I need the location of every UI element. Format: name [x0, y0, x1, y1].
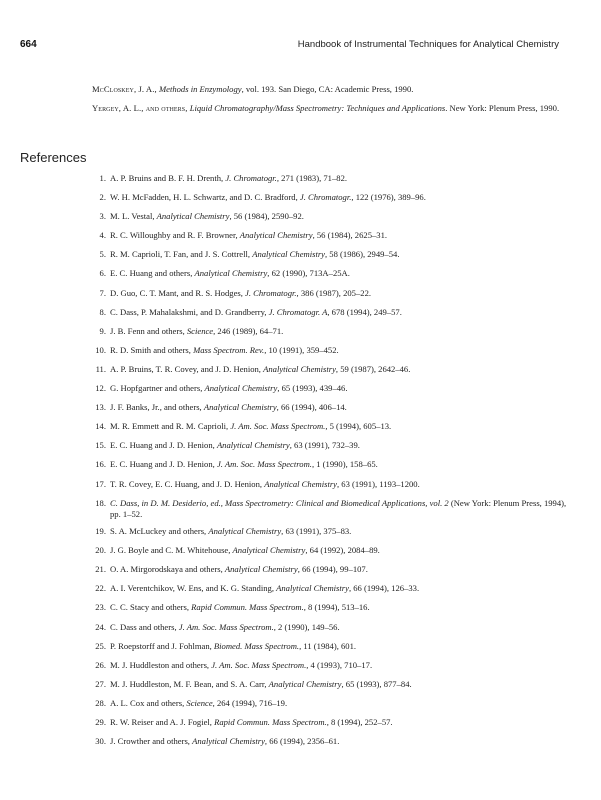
reference-authors: A. P. Bruins and B. F. H. Drenth,: [110, 173, 226, 183]
reference-details: , 264 (1994), 716–19.: [212, 697, 288, 708]
reference-details: , 678 (1994), 249–57.: [327, 306, 402, 317]
reference-authors: C. Dass and others,: [110, 621, 179, 632]
reference-journal: Analytical Chemistry: [216, 440, 290, 451]
reference-journal: Analytical Chemistry: [156, 211, 230, 222]
reference-item: [92, 641, 572, 652]
reference-item: [92, 564, 572, 575]
reference-text: [110, 498, 572, 520]
reference-text: [110, 421, 572, 432]
reference-journal: Analytical Chemistry: [204, 383, 278, 394]
reference-journal: Mass Spectrom. Rev.: [193, 344, 265, 355]
reference-details: , 1 (1990), 158–65.: [311, 459, 378, 470]
reference-journal: Biomed. Mass Spectrom.: [213, 640, 300, 651]
reference-item: [92, 736, 572, 747]
reference-details: , 59 (1987), 2642–46.: [335, 363, 411, 374]
reference-text: [110, 345, 572, 356]
reference-list: [92, 173, 572, 755]
reference-item: [92, 545, 572, 556]
reference-text: [110, 679, 572, 690]
reference-item: [92, 479, 572, 490]
reference-item: [92, 326, 572, 337]
reference-item: [92, 498, 572, 520]
reference-text: [110, 173, 572, 184]
reference-text: [110, 383, 572, 394]
reference-number: 4 .: [92, 230, 106, 241]
reference-details: , 65 (1993), 877–84.: [341, 678, 412, 689]
reference-journal: J. Am. Soc. Mass Spectrom.: [216, 459, 312, 470]
reference-journal: Rapid Commun. Mass Spectrom.: [214, 717, 327, 728]
reference-journal: Rapid Commun. Mass Spectrom.: [191, 602, 304, 613]
reference-journal: J. Am. Soc. Mass Spectrom.: [230, 421, 326, 432]
reference-journal: J. Chromatogr.: [225, 173, 277, 183]
reference-number: 10 .: [92, 345, 106, 356]
reference-journal: Science: [186, 325, 214, 336]
reference-details: , 8 (1994), 252–57.: [326, 717, 393, 728]
bib-details: . New York: Plenum Press, 1990.: [445, 103, 560, 113]
reference-authors: E. C. Huang and J. D. Henion,: [110, 440, 217, 451]
reference-authors: T. R. Covey, E. C. Huang, and J. D. Henion,: [110, 478, 265, 489]
reference-details: , 62 (1990), 713A–25A.: [267, 268, 350, 279]
reference-journal: Analytical Chemistry: [232, 545, 306, 556]
reference-number: 3 .: [92, 211, 106, 222]
reference-authors: E. C. Huang and J. D. Henion,: [110, 459, 217, 470]
reference-number: 12 .: [92, 383, 106, 394]
reference-item: [92, 345, 572, 356]
reference-text: [110, 698, 572, 709]
reference-text: [110, 526, 572, 537]
reference-text: [110, 459, 572, 470]
reference-details: , 64 (1992), 2084–89.: [305, 545, 380, 556]
reference-details: , 56 (1984), 2625–31.: [312, 230, 388, 241]
reference-number: 20 .: [92, 545, 106, 556]
reference-number: 13 .: [92, 402, 106, 413]
reference-details: , 122 (1976), 389–96.: [351, 192, 426, 203]
reference-journal: Analytical Chemistry: [194, 268, 268, 279]
reference-number: 15 .: [92, 440, 106, 451]
reference-authors: M. J. Huddleston, M. F. Bean, and S. A. Carr,: [110, 678, 269, 689]
reference-details: , 4 (1993), 710–17.: [306, 659, 373, 670]
reference-authors: S. A. McLuckey and others,: [110, 526, 209, 537]
reference-item: [92, 211, 572, 222]
reference-item: [92, 717, 572, 728]
bib-details: , vol. 193. San Diego, CA: Academic Press, 1990.: [241, 84, 414, 94]
reference-text: [110, 364, 572, 375]
reference-authors: A. L. Cox and others,: [110, 697, 187, 708]
reference-text: [110, 660, 572, 671]
reference-authors: C. Dass, P. Mahalakshmi, and D. Grandberry,: [110, 306, 269, 317]
bib-title: Methods in Enzymology: [158, 84, 242, 94]
reference-journal: Analytical Chemistry: [239, 230, 313, 241]
reference-number: 1 .: [92, 173, 106, 184]
reference-text: [110, 602, 572, 613]
reference-journal: Analytical Chemistry: [192, 736, 265, 747]
reference-details: , 65 (1993), 439–46.: [277, 383, 348, 394]
reference-authors: M. L. Vestal,: [110, 211, 157, 222]
reference-journal: Analytical Chemistry: [276, 583, 349, 594]
reference-authors: R. W. Reiser and A. J. Fogiel,: [110, 717, 215, 728]
reference-item: [92, 173, 572, 184]
reference-authors: G. Hopfgartner and others,: [110, 383, 205, 394]
reference-text: [110, 479, 572, 490]
reference-item: [92, 421, 572, 432]
reference-item: [92, 249, 572, 260]
bib-title: Liquid Chromatography/Mass Spectrometry: Techniques and Applications: [189, 103, 446, 113]
reference-item: [92, 230, 572, 241]
reference-authors: A. I. Verentchikov, W. Ens, and K. G. Standing,: [110, 583, 277, 594]
reference-number: 11 .: [92, 364, 106, 375]
reference-number: 6 .: [92, 268, 106, 279]
reference-text: [110, 307, 572, 318]
reference-details: , 66 (1994), 99–107.: [297, 564, 368, 575]
reference-journal: Analytical Chemistry: [263, 363, 336, 374]
reference-details: , 246 (1989), 64–71.: [213, 325, 284, 336]
reference-text: [110, 545, 572, 556]
reference-text: [110, 717, 572, 728]
reference-journal: C. Dass, in D. M. Desiderio, ed., Mass Spectrometry: Clinical and Biomedical Applications, vol. 2: [110, 497, 449, 508]
reference-details: , 63 (1991), 732–39.: [289, 440, 360, 451]
reference-authors: J. Crowther and others,: [110, 736, 193, 747]
reference-journal: J. Chromatogr.: [245, 287, 297, 298]
reference-number: 22 .: [92, 583, 106, 594]
reference-item: [92, 440, 572, 451]
reference-journal: Analytical Chemistry: [264, 478, 337, 489]
reference-authors: D. Guo, C. T. Mant, and R. S. Hodges,: [110, 287, 246, 298]
reference-number: 26 .: [92, 660, 106, 671]
reference-authors: A. P. Bruins, T. R. Covey, and J. D. Henion,: [110, 363, 264, 374]
reference-authors: P. Roepstorff and J. Fohlman,: [110, 640, 214, 651]
reference-number: 9 .: [92, 326, 106, 337]
reference-details: , 2 (1990), 149–56.: [273, 621, 340, 632]
reference-details: , 58 (1986), 2949–54.: [325, 249, 400, 260]
reference-number: 30 .: [92, 736, 106, 747]
reference-number: 19 .: [92, 526, 106, 537]
reference-text: [110, 268, 572, 279]
reference-item: [92, 192, 572, 203]
reference-item: [92, 402, 572, 413]
bib-authors: Yergey, A. L., and others,: [92, 103, 190, 113]
reference-number: 21 .: [92, 564, 106, 575]
reference-journal: Analytical Chemistry: [203, 402, 277, 413]
reference-details: , 56 (1984), 2590–92.: [229, 211, 304, 222]
reference-item: [92, 622, 572, 633]
reference-item: [92, 679, 572, 690]
page-number: 664: [20, 39, 37, 50]
reference-number: 29 .: [92, 717, 106, 728]
reference-details: , 10 (1991), 359–452.: [264, 344, 339, 355]
references-heading: References: [20, 150, 87, 165]
reference-text: [110, 736, 572, 747]
reference-journal: Analytical Chemistry: [224, 564, 298, 575]
reference-details: , 8 (1994), 513–16.: [303, 602, 370, 613]
reference-authors: R. C. Willoughby and R. F. Browner,: [110, 230, 240, 241]
reference-item: [92, 602, 572, 613]
reference-text: [110, 402, 572, 413]
reference-text: [110, 211, 572, 222]
reference-text: [110, 192, 572, 203]
reference-details: , 5 (1994), 605–13.: [325, 421, 392, 432]
reference-details: , 11 (1984), 601.: [299, 640, 357, 651]
bibliography-entry: [92, 83, 572, 95]
reference-number: 18 .: [92, 498, 106, 509]
reference-details: , 271 (1983), 71–82.: [276, 173, 348, 183]
reference-details: , 66 (1994), 2356–61.: [264, 736, 340, 747]
reference-authors: C. C. Stacy and others,: [110, 602, 192, 613]
reference-journal: J. Chromatogr.: [299, 192, 352, 203]
reference-text: [110, 249, 572, 260]
reference-text: [110, 326, 572, 337]
reference-authors: J. G. Boyle and C. M. Whitehouse,: [110, 545, 233, 556]
reference-number: 8 .: [92, 307, 106, 318]
reference-text: [110, 583, 572, 594]
reference-number: 17 .: [92, 479, 106, 490]
reference-journal: Analytical Chemistry: [252, 249, 325, 260]
bibliography: [92, 83, 572, 121]
reference-journal: Analytical Chemistry: [208, 526, 282, 537]
reference-details: , 63 (1991), 375–83.: [281, 526, 352, 537]
reference-item: [92, 583, 572, 594]
reference-text: [110, 288, 572, 299]
reference-details: , 386 (1987), 205–22.: [296, 287, 372, 298]
reference-journal: Science: [186, 697, 213, 708]
reference-details: , 66 (1994), 126–33.: [348, 583, 420, 594]
reference-number: 28 .: [92, 698, 106, 709]
reference-details: , 63 (1991), 1193–1200.: [337, 478, 420, 489]
reference-authors: W. H. McFadden, H. L. Schwartz, and D. C. Bradford,: [110, 192, 300, 203]
reference-item: [92, 459, 572, 470]
reference-item: [92, 307, 572, 318]
reference-number: 16 .: [92, 459, 106, 470]
reference-authors: R. D. Smith and others,: [110, 344, 194, 355]
reference-journal: J. Chromatogr. A: [268, 306, 328, 317]
reference-authors: J. B. Fenn and others,: [110, 325, 187, 336]
reference-number: 24 .: [92, 622, 106, 633]
reference-number: 23 .: [92, 602, 106, 613]
reference-number: 14 .: [92, 421, 106, 432]
reference-item: [92, 383, 572, 394]
reference-text: [110, 440, 572, 451]
reference-number: 25 .: [92, 641, 106, 652]
reference-journal: J. Am. Soc. Mass Spectrom.: [178, 621, 274, 632]
reference-item: [92, 288, 572, 299]
bib-authors: McCloskey, J. A.,: [92, 84, 159, 94]
reference-authors: R. M. Caprioli, T. Fan, and J. S. Cottrell,: [110, 249, 253, 260]
reference-item: [92, 698, 572, 709]
reference-authors: M. R. Emmett and R. M. Caprioli,: [110, 421, 231, 432]
reference-item: [92, 268, 572, 279]
reference-text: [110, 641, 572, 652]
reference-details: , 66 (1994), 406–14.: [276, 402, 347, 413]
reference-number: 2 .: [92, 192, 106, 203]
bibliography-entry: [92, 102, 572, 114]
reference-number: 7 .: [92, 288, 106, 299]
reference-authors: J. F. Banks, Jr., and others,: [110, 402, 204, 413]
reference-authors: O. A. Mirgorodskaya and others,: [110, 564, 225, 575]
reference-item: [92, 660, 572, 671]
reference-authors: M. J. Huddleston and others,: [110, 659, 212, 670]
reference-journal: Analytical Chemistry: [268, 678, 342, 689]
reference-number: 27 .: [92, 679, 106, 690]
reference-details: (New York: Plenum Press, 1994), pp. 1–52.: [110, 497, 567, 519]
reference-item: [92, 364, 572, 375]
reference-item: [92, 526, 572, 537]
reference-journal: J. Am. Soc. Mass Spectrom.: [211, 659, 307, 670]
reference-text: [110, 230, 572, 241]
reference-text: [110, 622, 572, 633]
reference-text: [110, 564, 572, 575]
reference-number: 5 .: [92, 249, 106, 260]
reference-authors: E. C. Huang and others,: [110, 268, 195, 279]
running-title: Handbook of Instrumental Techniques for Analytical Chemistry: [297, 39, 559, 50]
